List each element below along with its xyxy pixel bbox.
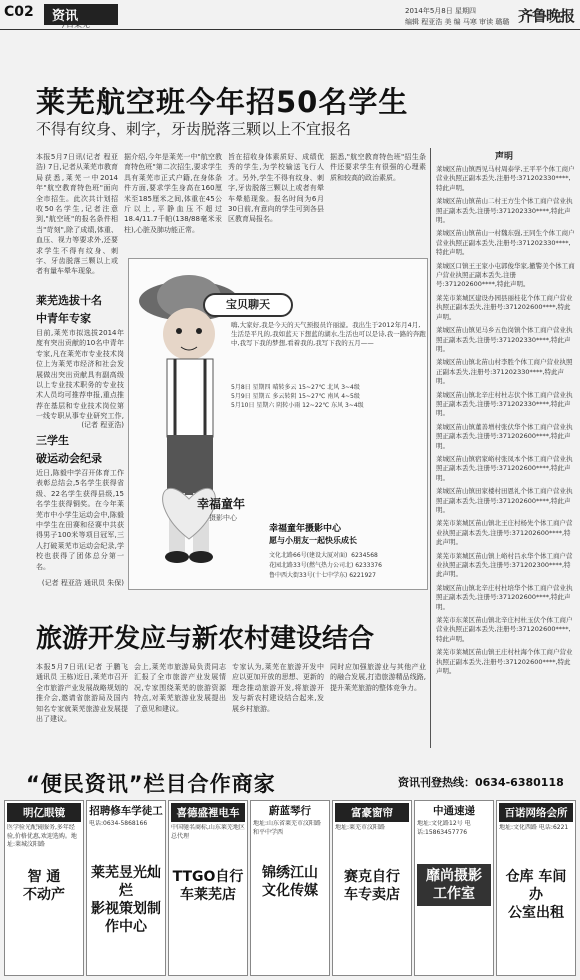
- ad-headline: 智 通 不动产: [23, 869, 65, 903]
- ad-card: [250, 800, 330, 976]
- ad-name: 中通速递: [433, 805, 475, 817]
- story4-col3: 专家认为,莱芜在旅游开发中应以更加开放的思想、更新的理念推动旅游开发,将旅游开发与新农村建设结合起来,发展乡村旅游。: [232, 663, 324, 713]
- story4-col4: 同时应加强旅游业与其他产业的融合发展,打造旅游精品线路,提升莱芜旅游的整体竞争力。: [330, 663, 426, 692]
- column-divider: [430, 148, 431, 748]
- page-number: C02: [4, 4, 34, 20]
- ad-name: 百诺网络会所: [499, 803, 573, 822]
- main-story-col4: 据悉,"航空教育特色班"招生条件还要求学生有很强的心理素质和较高的政治素质。: [330, 153, 426, 182]
- ad-card: [496, 800, 576, 976]
- story4-col1: 本报5月7日讯(记者 于鹏飞 通讯员 王栋)近日,莱芜市召开全市旅游产业发展战略规划的推介会,邀请省旅游局及国内知名专家就莱芜旅游业发展提出了建议。: [36, 663, 128, 724]
- story2-byline: (记者 程亚浩): [81, 421, 124, 429]
- notice-item: 莱芜市莱城区苗山镇上峪村吕永华个体工商户营业执照正副本丢失,注册号:371202300****,特此声明。: [436, 551, 573, 579]
- newspaper-logo: 齐鲁晚报: [518, 7, 575, 25]
- notice-item: 莱芜市莱城区苗山镇北王庄村杨先个体工商户营业执照正副本丢失,注册号:371202600****,特此声明。: [436, 519, 573, 547]
- studio-addresses: 文化北路66号(建设大厦对面) 6234568 花园北路33号(燃气热力公司北) 6233376 鲁中西大街33号(十七中学东) 6221927: [269, 552, 382, 579]
- notice-item: 莱芜市莱城区建设办园县丽桂花个体工商户营业执照正副本丢失,注册号:371202600****,特此声明。: [436, 293, 573, 321]
- ad-name: 喜德盛裡电车: [171, 803, 245, 822]
- ad-name: 招聘修车学徒工: [89, 805, 163, 817]
- ad-card: [168, 800, 248, 976]
- ad-headline: 靡尚摄影 工作室: [417, 864, 491, 906]
- main-story-col1: 本报5月7日讯(记者 程亚浩) 7日,记者从莱芜市教育局获悉,莱芜一中2014年"航空教育特色班"面向全市招生。此次共计划招收50名学生,记者注意到,"航空班"的报名条件相当"苛刻",除了成绩,体重、血压、视力等要求外,还要求学生不得有纹身、刺字、牙齿脱落三颗以上或者有量车晕车现象。: [36, 153, 118, 276]
- studio-slogan: 愿与小朋友一起快乐成长: [269, 536, 357, 545]
- studio-subtitle: 摄影中心: [209, 514, 237, 522]
- story4-headline: 旅游开发应与新农村建设结合: [36, 624, 375, 654]
- ads-phone: 资讯刊登热线：0634-6380118: [398, 776, 564, 789]
- studio-promo-name: 幸福童年摄影中心: [269, 524, 342, 534]
- ad-name: 富豪窗帘: [335, 803, 409, 822]
- ad-text: 地址:莱芜市汶阳路: [335, 824, 386, 831]
- main-story-col2: 据介绍,今年是莱芜一中"航空教育特色班"第二次招生,要求学生具有莱芜市正式户籍,在身体条件方面,要求学生身高在160厘米至185厘米之间,体重在45公斤以上,平静血压不超过18.4/11.7千帕(138/88毫米汞柱),心脏及肺功能正常。: [124, 153, 222, 234]
- notice-item: 莱芜市东莱区苗山镇北辛庄村杜玉伏个体工商户营业执照正副本丢失,注册号:371202600****,特此声明。: [436, 616, 573, 643]
- ad-name: 明亿眼镜: [7, 803, 81, 822]
- ads-title: “便民资讯”栏目合作商家: [26, 772, 276, 796]
- story2-title2: 中青年专家: [36, 312, 91, 325]
- main-subheadline: 不得有纹身、刺字，牙齿脱落三颗以上不宜报名: [36, 120, 352, 138]
- photo-advertisement: [128, 258, 428, 590]
- notice-item: 莱城区苗山镇苗山二村王方生个体工商户营业执照正副本丢失,注册号:371202330****,特此声明。: [436, 197, 573, 225]
- main-headline: 莱芜航空班今年招50名学生: [36, 85, 409, 119]
- notice-item: 莱城区苗山镇宿家峪村张凤本个体工商户营业执照正副本丢失,注册号:371202600****,特此声明。: [436, 454, 573, 482]
- weather-forecast: 5月8日 星期四 晴转多云 15~27℃ 北风 3~4级 5月9日 星期五 多云转阴 15~27℃ 南风 4~5级 5月10日 星期六 阴转小雨 12~22℃ 东风 3~4级: [231, 384, 364, 409]
- ad-headline: 锦绣江山 文化传媒: [262, 865, 318, 899]
- notice-item: 莱城区苗山镇西见马村周泰学,王平平个体工商户营业执照正副本丢失,注册号:371202330****,特此声明。: [436, 165, 575, 192]
- chat-bubble-title: 宝贝聊天: [203, 293, 293, 317]
- notice-item: 莱城区口镇王王家小屯郭俊华家,撤警美个体工商户营业执照正副本丢失,注册号:371202600****,特此声明。: [436, 261, 575, 289]
- ad-card: [332, 800, 412, 976]
- story3-body: 近日,陈毅中学召开体育工作表彰总结会,5名学生获得省级、22名学生获得县级,15名学生获得铜奖。在今年莱芜市中小学生运动会中,陈毅中学生在田赛和径赛中共获得男子100米等项目冠军,三人打破莱芜市运动会纪录,学校也获得了团体总分第一名。: [36, 469, 124, 571]
- date-line: 2014年5月8日 星期四: [405, 7, 476, 15]
- notice-item: 莱芜市莱城区苗山镇王庄村杜海个体工商户营业执照正副本丢失,注册号:371202600****,特此声明。: [436, 648, 573, 676]
- notices-label: 声明: [495, 152, 514, 162]
- ad-text: 医学验光配镜服务,多年经验,价格优惠,欢迎选购。地址:莱城汶阳路: [7, 824, 77, 848]
- notice-item: 莱城区苗山镇北辛庄村杜志伏个体工商户营业执照正副本丢失,注册号:371202330****,特此声明。: [436, 390, 573, 418]
- ad-card: [414, 800, 494, 976]
- studio-name: 幸福童年: [197, 497, 246, 511]
- notice-item: 莱城区苗山镇董善增村张伏华个体工商户营业执照正副本丢失,注册号:371202600****,特此声明。: [436, 422, 573, 450]
- ad-name: 蔚蓝琴行: [269, 805, 311, 817]
- ad-card: [86, 800, 166, 976]
- ad-headline: 仓库 车间办 公室出租: [505, 869, 567, 921]
- story3-byline: (记者 程亚浩 通讯员 朱保): [41, 579, 124, 587]
- ad-text: 电话:0634-5868166: [89, 820, 148, 827]
- notices-column: [436, 165, 575, 745]
- ad-card: [4, 800, 84, 976]
- story2-title: 莱芜选拔十名: [36, 294, 102, 307]
- ad-headline: 莱芜昱光灿烂 影视策划制作中心: [91, 865, 161, 935]
- main-story-col3: 旨在招收身体素质好、成绩优秀的学生,为学校输送飞行人才。另外,学生不得有纹身、刺字,牙齿脱落三颗以上或者有晕车晕船现象。报名时间为6月30日前,有意向的学生可到各县区教育局报名。: [228, 153, 324, 224]
- ad-headline: TTGO自行 车莱芜店: [172, 869, 244, 903]
- story3-title2: 破运动会纪录: [36, 452, 102, 465]
- ad-text: 地址:山东省莱芜市汶阳路和平中学西: [253, 820, 322, 836]
- ad-text: 中国驰名商标,山东莱芜地区总代理: [171, 824, 245, 840]
- section-tag: 资讯: [44, 4, 118, 25]
- ads-grid: [4, 800, 576, 976]
- ad-text: 地址:文化西路 电话:6221: [499, 824, 569, 831]
- ad-headline: 赛克自行 车专卖店: [344, 869, 400, 903]
- story2-body: 目前,莱芜市拟选拔2014年度有突出贡献的10名中青年专家,凡在莱芜市专业技术岗位上为莱芜市经济和社会发展做出突出贡献具有副高级以上专业技术职务的专业技术人员均可推荐申报,重点推荐在基层和专业技术岗位第一线专职从事专业研究工作,: [36, 329, 124, 420]
- story3-title: 三学生: [36, 434, 69, 447]
- notice-item: 莱城区苗山镇见马乡五色岗镇个体工商户营业执照正副本丢失,注册号:371202330****,特此声明。: [436, 326, 573, 353]
- notice-item: 莱城区苗山镇北苗山村李胜个体工商户营业执照正副本丢失,注册号:371202330****,特此声明。: [436, 358, 573, 386]
- ad-text: 地址:文化路12号 电话:15863457776: [417, 820, 471, 836]
- notice-item: 莱城区苗山镇田家楼村田恩礼个体工商户营业执照正副本丢失,注册号:371202600****,特此声明。: [436, 487, 573, 514]
- page-header: [0, 0, 580, 30]
- notice-item: 莱城区苗山镇苗山一村魏东强,王同生个体工商户营业执照正副本丢失,注册号:371202330****,特此声明。: [436, 229, 575, 257]
- editor-line: 编辑 程亚浩 美 编 马寒 审读 璐璐: [405, 18, 510, 26]
- child-intro-text: 嗨,大家好,我是今天的天气预报员许丽濠。我出生于2012年月4月,生活是平凡的,我如蓝天下想蓝的湖水,生活也可以是诗,我一路的奔跑中,我写下我的梦想,看着我的,我写下我的五月——: [231, 321, 426, 347]
- section-subtitle: 今日莱芜: [58, 20, 90, 29]
- story4-col2: 会上,莱芜市旅游局负责同志汇报了全市旅游产业发展情况,专家围绕莱芜的旅游资源特点,对莱芜旅游业发展提出了意见和建议。: [134, 663, 226, 713]
- notice-item: 莱城区苗山镇北辛庄村杜培华个体工商户营业执照正副本丢失,注册号:371202600****,特此声明。: [436, 583, 573, 611]
